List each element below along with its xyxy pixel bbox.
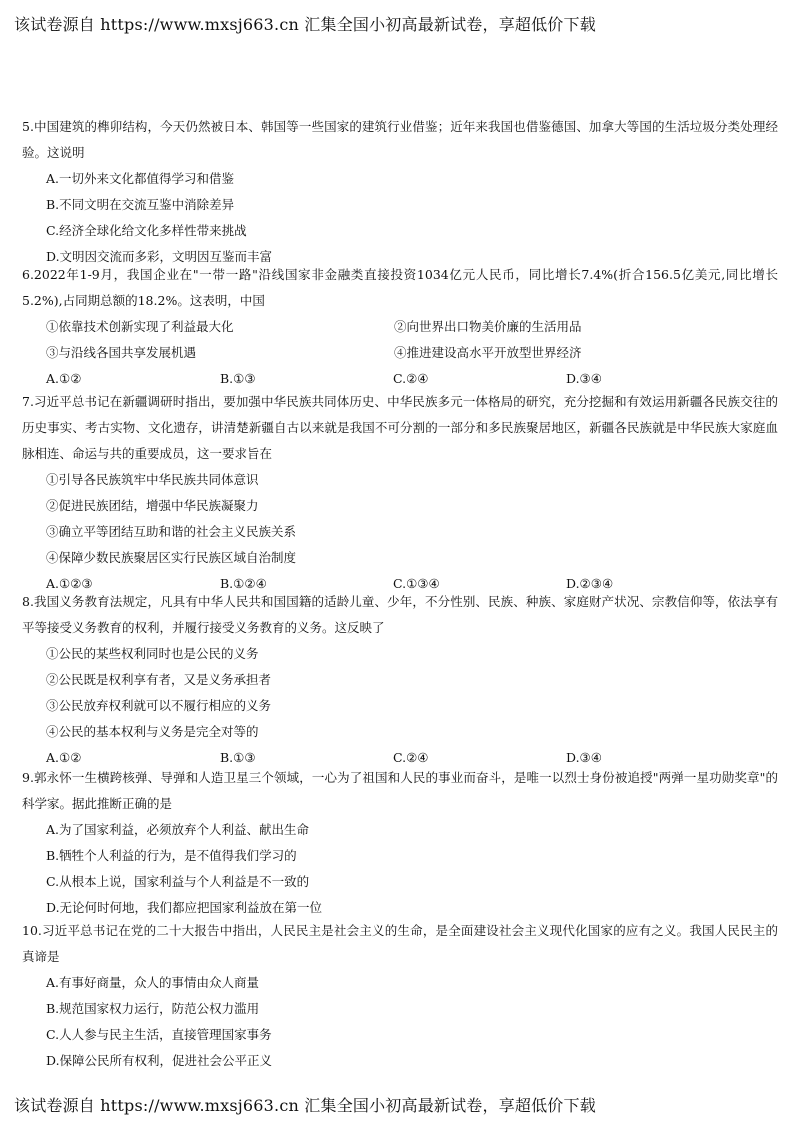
choice-a: A.①②③: [46, 576, 93, 591]
question-stem: 10.习近平总书记在党的二十大报告中指出，人民民主是社会主义的生命，是全面建设社会主义现代化国家的应有之义。我国人民民主的真谛是: [22, 923, 778, 964]
choice-c: C.①③④: [393, 576, 440, 591]
question-5: [22, 114, 778, 270]
option-a: A.有事好商量，众人的事情由众人商量: [46, 975, 260, 990]
question-stem: 8.我国义务教育法规定，凡具有中华人民共和国国籍的适龄儿童、少年，不分性别、民族、种族、家庭财产状况、宗教信仰等，依法享有平等接受义务教育的权利，并履行接受义务教育的义务。这反映了: [22, 594, 778, 635]
statement-1: ①依靠技术创新实现了利益最大化: [46, 319, 234, 334]
statement-1: ①公民的某些权利同时也是公民的义务: [46, 646, 259, 661]
question-6: [22, 262, 778, 392]
question-9: [22, 765, 778, 921]
question-8: [22, 589, 778, 771]
option-b: B.不同文明在交流互鉴中消除差异: [46, 197, 235, 212]
statement-4: ④推进建设高水平开放型世界经济: [394, 345, 582, 360]
question-7: [22, 389, 778, 597]
question-stem: 9.郭永怀一生横跨核弹、导弹和人造卫星三个领域，一心为了祖国和人民的事业而奋斗，是唯一以烈士身份被追授"两弹一星功勋奖章"的科学家。据此推断正确的是: [22, 770, 778, 811]
option-c: C.经济全球化给文化多样性带来挑战: [46, 223, 247, 238]
choice-c: C.②④: [393, 750, 429, 765]
option-b: B.规范国家权力运行，防范公权力滥用: [46, 1001, 260, 1016]
option-c: C.人人参与民主生活，直接管理国家事务: [46, 1027, 272, 1042]
option-c: C.从根本上说，国家利益与个人利益是不一致的: [46, 874, 310, 889]
choice-d: D.②③④: [566, 576, 614, 591]
statement-3: ③与沿线各国共享发展机遇: [46, 345, 197, 360]
option-a: A.一切外来文化都值得学习和借鉴: [46, 171, 235, 186]
question-stem: 5.中国建筑的榫卯结构，今天仍然被日本、韩国等一些国家的建筑行业借鉴；近年来我国也借鉴德国、加拿大等国的生活垃圾分类处理经验。这说明: [22, 119, 778, 160]
statement-3: ③公民放弃权利就可以不履行相应的义务: [46, 698, 272, 713]
option-d: D.文明因交流而多彩，文明因互鉴而丰富: [46, 249, 273, 264]
choice-b: B.①③: [220, 750, 256, 765]
statement-4: ④保障少数民族聚居区实行民族区域自治制度: [46, 550, 297, 565]
choice-c: C.②④: [393, 371, 429, 386]
choice-a: A.①②: [46, 750, 82, 765]
page-header-watermark: 该试卷源自 https://www.mxsj663.cn 汇集全国小初高最新试卷，享超低价下载: [14, 15, 596, 34]
statement-3: ③确立平等团结互助和谐的社会主义民族关系: [46, 524, 297, 539]
statement-4: ④公民的基本权利与义务是完全对等的: [46, 724, 259, 739]
option-d: D.无论何时何地，我们都应把国家利益放在第一位: [46, 900, 323, 915]
option-b: B.牺牲个人利益的行为，是不值得我们学习的: [46, 848, 297, 863]
statement-2: ②向世界出口物美价廉的生活用品: [394, 319, 582, 334]
choice-d: D.③④: [566, 750, 602, 765]
statement-grid: [22, 314, 778, 366]
statement-2: ②促进民族团结，增强中华民族凝聚力: [46, 498, 259, 513]
question-stem: 7.习近平总书记在新疆调研时指出，要加强中华民族共同体历史、中华民族多元一体格局的研究，充分挖掘和有效运用新疆各民族交往的历史事实、考古实物、文化遗存，讲清楚新疆自古以来就是我国不可分割的一部分和多民族聚居地区，新疆各民族就是中华民族大家庭血脉相连、命运与共的重要成员，这一要求旨在: [22, 394, 778, 461]
statement-2: ②公民既是权利享有者，又是义务承担者: [46, 672, 272, 687]
choice-a: A.①②: [46, 371, 82, 386]
choice-b: B.①②④: [220, 576, 267, 591]
choice-d: D.③④: [566, 371, 602, 386]
question-stem: 6.2022年1-9月，我国企业在"一带一路"沿线国家非金融类直接投资1034亿元人民币，同比增长7.4%(折合156.5亿美元,同比增长5.2%),占同期总额的18.2%。这表明，中国: [22, 267, 778, 308]
option-d: D.保障公民所有权利，促进社会公平正义: [46, 1053, 273, 1068]
statement-1: ①引导各民族筑牢中华民族共同体意识: [46, 472, 259, 487]
choice-b: B.①③: [220, 371, 256, 386]
page-footer-watermark: 该试卷源自 https://www.mxsj663.cn 汇集全国小初高最新试卷，享超低价下载: [14, 1096, 596, 1115]
option-a: A.为了国家利益，必须放弃个人利益、献出生命: [46, 822, 310, 837]
question-10: [22, 918, 778, 1074]
